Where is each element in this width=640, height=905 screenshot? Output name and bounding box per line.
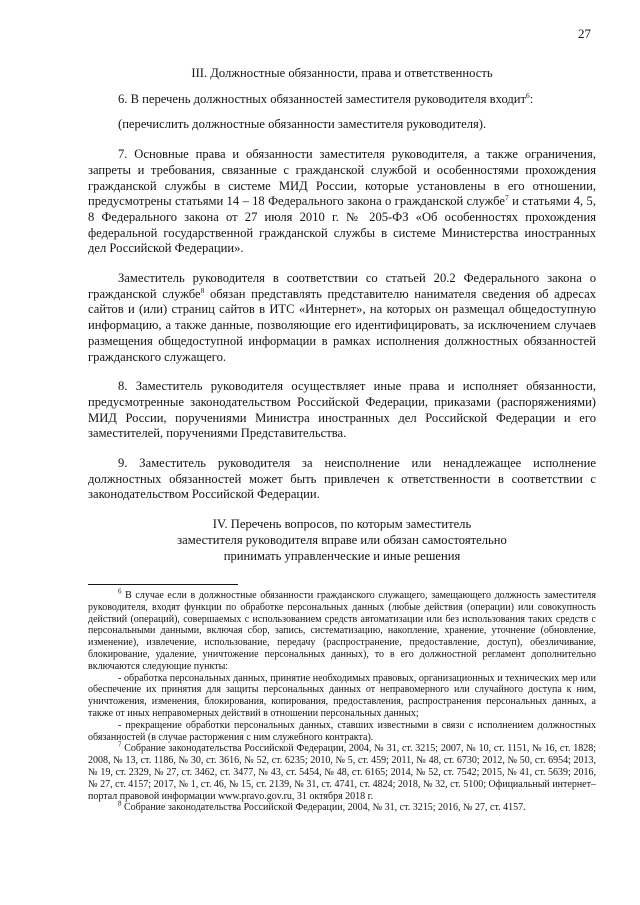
paragraph-6: 6. В перечень должностных обязанностей заместителя руководителя входит$^6$: <box>118 90 534 106</box>
main-text <box>88 66 596 564</box>
section-4-heading: IV. Перечень вопросов, по которым заместитель заместителя руководителя вправе или обязан самостоятельно принимать управленческие и иные решения <box>177 517 507 563</box>
footnote-ref-6[interactable]: 6 <box>526 90 530 100</box>
page-number: 27 <box>578 26 591 41</box>
paragraph-deputy-internet: Заместитель руководителя в соответствии со статьей 20.2 Федерального закона о гражданской службе$^8$ обязан представлять представителю нанимателя сведения об адресах сайтов и (или) страниц сайтов в ИТС «Интернет», на которых он размещал общедоступную информацию, а также данные, позволяющие его идентифицировать, за исключением случаев размещения общедоступной информации в рамках исполнения должностных обязанностей гражданского служащего. <box>88 271 596 364</box>
paragraph-7: 7. Основные права и обязанности заместителя руководителя, а также ограничения, запреты и требования, связанные с гражданской службой и особенностями прохождения гражданской службы в системе МИД России, которые установлены в его отношении, предусмотрены статьями 14 – 18 Федерального закона о гражданской службе$^7$ и статьями 4, 5, 8 Федерального закона от 27 июля 2010 г. № 205-ФЗ «Об особенностях прохождения федеральной государственной гражданской службы в системе Министерства иностранных дел Российской Федерации». <box>88 147 596 256</box>
footnotes <box>88 584 596 814</box>
footnote-6-item-1: - обработка персональных данных, принятие необходимых правовых, организационных и технических мер или обеспечение их принятия для защиты персональных данных от неправомерного или случайного доступа к ним, уничтожения, изменения, блокирования, копирования, предоставления, распространения персональных данных, а также от иных неправомерных действий в отношении персональных данных; <box>88 672 596 719</box>
paragraph-8: 8. Заместитель руководителя осуществляет иные права и исполняет обязанности, предусмотренные законодательством Российской Федерации, приказами (распоряжениями) МИД России, поручениями Министра иностранных дел Российской Федерации и его заместителей, поручениями Представительства. <box>88 379 596 441</box>
footnote-8: $^8$ Собрание законодательства Российской Федерации, 2004, № 31, ст. 3215; 2016, № 27, ст. 4157. <box>118 800 526 814</box>
footnote-6: $^6$ В случае если в должностные обязанности гражданского служащего, замещающего должность заместителя руководителя, входят функции по обработке персональных данных (любые действия (операции) или совокупность действий (операций), совершаемых с использованием средств автоматизации или без использования таких средств с персональными данными, включая сбор, запись, систематизацию, накопление, хранение, уточнение (обновление, изменение), извлечение, использование, передачу (распространение, предоставление, доступ), обезличивание, блокирование, удаление, уничтожение персональных данных), то в его должностной регламент дополнительно включаются следующие пункты: <box>88 587 596 672</box>
paragraph-9: 9. Заместитель руководителя за неисполнение или ненадлежащее исполнение должностных обязанностей может быть привлечен к ответственности в соответствии с законодательством Российской Федерации. <box>88 456 596 502</box>
paragraph-6-note: (перечислить должностные обязанности заместителя руководителя). <box>118 117 487 132</box>
footnote-ref-8[interactable]: 8 <box>200 285 205 295</box>
footnote-6-item-2: - прекращение обработки персональных данных, ставших известными в связи с исполнением должностных обязанностей (в случае расторжения с ним служебного контракта). <box>88 719 596 743</box>
footnote-ref-7[interactable]: 7 <box>504 193 509 203</box>
footnote-7: $^7$ Собрание законодательства Российской Федерации, 2004, № 31, ст. 3215; 2007, № 10, ст. 1151, № 16, ст. 1828; 2008, № 13, ст. 1186, № 30, ст. 3616, № 52, ст. 6235; 2010, № 5, ст. 459; 2011, № 48, ст. 6730; 2012, № 50, ст. 6954; 2013, № 19, ст. 2329, № 27, ст. 3462, ст. 3477, № 43, ст. 5454, № 48, ст. 6165; 2014, № 52, ст. 7542; 2015, № 41, ст. 5639; 2016, № 27, ст. 4157; 2017, № 1, ст. 46, № 15, ст. 2139, № 31, ст. 4741, ст. 4824; 2018, № 32, ст. 5100; Официальный интернет–портал правовой информации www.pravo.gov.ru, 31 октября 2018 г. <box>88 741 596 802</box>
section-3-heading: III. Должностные обязанности, права и ответственность <box>191 66 493 80</box>
footnote-separator <box>88 584 238 585</box>
